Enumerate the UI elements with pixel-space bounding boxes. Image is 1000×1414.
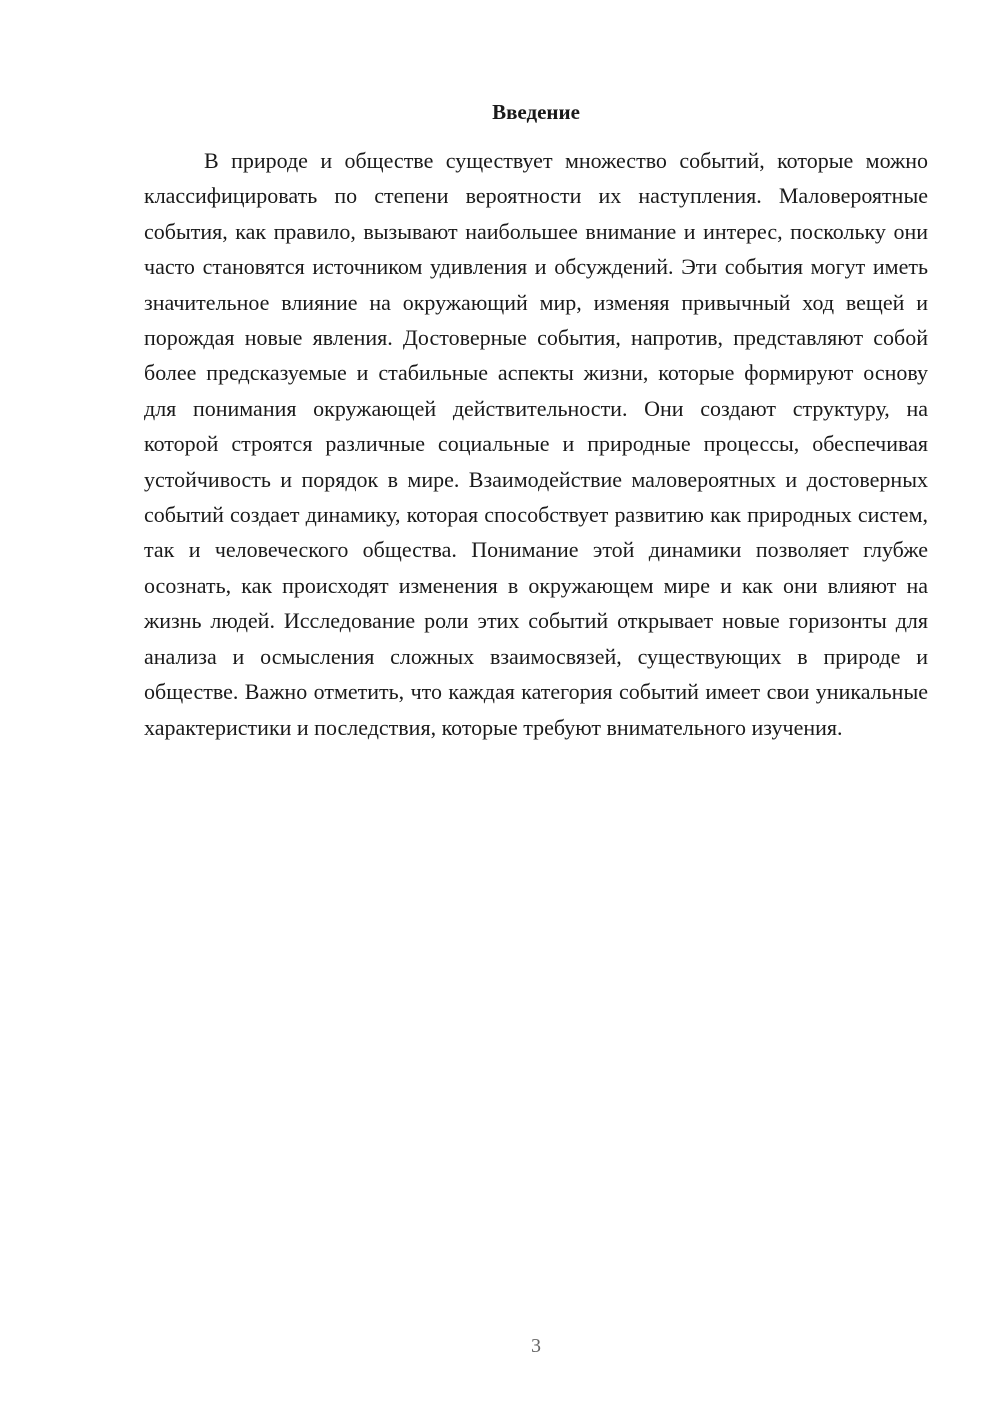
body-paragraph: В природе и обществе существует множество событий, которые можно классифицировать по степени вероятности их наступления. Маловероятные события, как правило, вызывают наибольшее внимание и интерес, поскольку они часто становятся источником удивления и обсуждений. Эти события могут иметь значительное влияние на окружающий мир, изменяя привычный ход вещей и порождая новые явления. Достоверные события, напротив, представляют собой более предсказуемые и стабильные аспекты жизни, которые формируют основу для понимания окружающей действительности. Они создают структуру, на которой строятся различные социальные и природные процессы, обеспечивая устойчивость и порядок в мире. Взаимодействие маловероятных и достоверных событий создает динамику, которая способствует развитию как природных систем, так и человеческого общества. Понимание этой динамики позволяет глубже осознать, как происходят изменения в окружающем мире и как они влияют на жизнь людей. Исследование роли этих событий открывает новые горизонты для анализа и осмысления сложных взаимосвязей, существующих в природе и обществе. Важно отметить, что каждая категория событий имеет свои уникальные характеристики и последствия, которые требуют внимательного изучения. (144, 148, 928, 740)
page-number: 3 (531, 1335, 541, 1357)
section-title: Введение (492, 100, 580, 124)
